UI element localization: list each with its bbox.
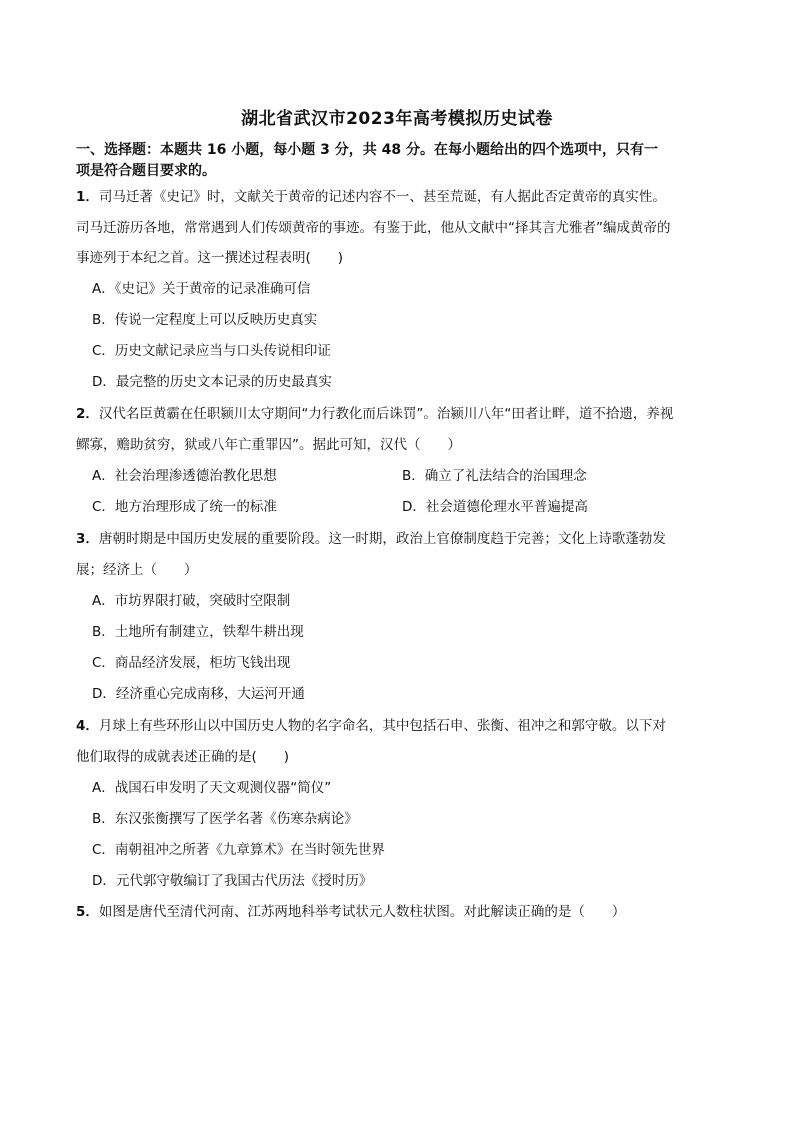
question-3-option-a: A．市坊界限打破，突破时空限制 bbox=[92, 593, 291, 609]
question-1-line2: 司马迁游历各地，常常遇到人们传颂黄帝的事迹。有鉴于此，他从文献中“择其言尤雅者”编成黄帝的 bbox=[76, 220, 671, 236]
question-text: 月球上有些环形山以中国历史人物的名字命名，其中包括石申、张衡、祖冲之和郭守敬。以下对 bbox=[98, 718, 666, 734]
question-4-option-a: A．战国石申发明了天文观测仪器“简仪” bbox=[92, 780, 332, 796]
question-4-option-d: D．元代郭守敬编订了我国古代历法《授时历》 bbox=[92, 873, 373, 889]
question-4-option-c: C．南朝祖冲之所著《九章算术》在当时领先世界 bbox=[92, 842, 385, 858]
question-2 bbox=[76, 404, 736, 424]
question-3-line2: 展；经济上（ ） bbox=[76, 562, 198, 578]
question-number: 3． bbox=[76, 531, 99, 547]
question-1-option-c: C．历史文献记录应当与口头传说相印证 bbox=[92, 343, 331, 359]
question-text: 司马迁著《史记》时，文献关于黄帝的记述内容不一、甚至荒诞，有人据此否定黄帝的真实性。 bbox=[98, 189, 666, 205]
question-1-option-d: D．最完整的历史文本记录的历史最真实 bbox=[92, 374, 332, 390]
question-1-option-a: A．《史记》关于黄帝的记录准确可信 bbox=[92, 281, 311, 297]
question-2-option-b: B．确立了礼法结合的治国理念 bbox=[402, 468, 587, 484]
question-3-option-d: D．经济重心完成南移，大运河开通 bbox=[92, 686, 305, 702]
section-header bbox=[76, 140, 726, 182]
question-number: 1． bbox=[76, 189, 99, 205]
question-3-option-c: C．商品经济发展，柜坊飞钱出现 bbox=[92, 655, 291, 671]
question-4-line2: 他们取得的成就表述正确的是( ) bbox=[76, 749, 290, 765]
question-number: 5． bbox=[76, 904, 99, 920]
question-1-line3: 事迹列于本纪之首。这一撰述过程表明( ) bbox=[76, 250, 344, 266]
question-text: 唐朝时期是中国历史发展的重要阶段。这一时期，政治上官僚制度趋于完善；文化上诗歌蓬勃发 bbox=[98, 531, 666, 547]
question-5 bbox=[76, 902, 736, 922]
question-4-option-b: B．东汉张衡撰写了医学名著《伤寒杂病论》 bbox=[92, 811, 358, 827]
question-text: 汉代名臣黄霸在任职颍川太守期间“力行教化而后诛罚”。治颍川八年“田者让畔，道不拾遗，养视 bbox=[98, 406, 674, 422]
question-4 bbox=[76, 716, 736, 736]
page-title: 湖北省武汉市2023年高考模拟历史试卷 bbox=[241, 109, 553, 129]
question-3-option-b: B．土地所有制建立，铁犁牛耕出现 bbox=[92, 624, 304, 640]
section-header-line1: 一、选择题：本题共 16 小题，每小题 3 分，共 48 分。在每小题给出的四个选项中，只有一 bbox=[76, 142, 658, 158]
question-number: 2． bbox=[76, 406, 99, 422]
question-2-option-a: A．社会治理渗透德治教化思想 bbox=[92, 468, 277, 484]
question-number: 4． bbox=[76, 718, 99, 734]
question-1 bbox=[76, 187, 736, 207]
question-1-option-b: B．传说一定程度上可以反映历史真实 bbox=[92, 312, 318, 328]
question-2-option-c: C．地方治理形成了统一的标准 bbox=[92, 499, 277, 515]
section-header-line2: 项是符合题目要求的。 bbox=[76, 163, 216, 179]
question-2-option-d: D．社会道德伦理水平普遍提高 bbox=[402, 499, 588, 515]
question-text: 如图是唐代至清代河南、江苏两地科举考试状元人数柱状图。对此解读正确的是（ ） bbox=[98, 904, 626, 920]
question-3 bbox=[76, 529, 736, 549]
question-2-line2: 鳏寡，赡助贫穷，狱或八年亡重罪囚”。据此可知，汉代（ ） bbox=[76, 437, 461, 453]
